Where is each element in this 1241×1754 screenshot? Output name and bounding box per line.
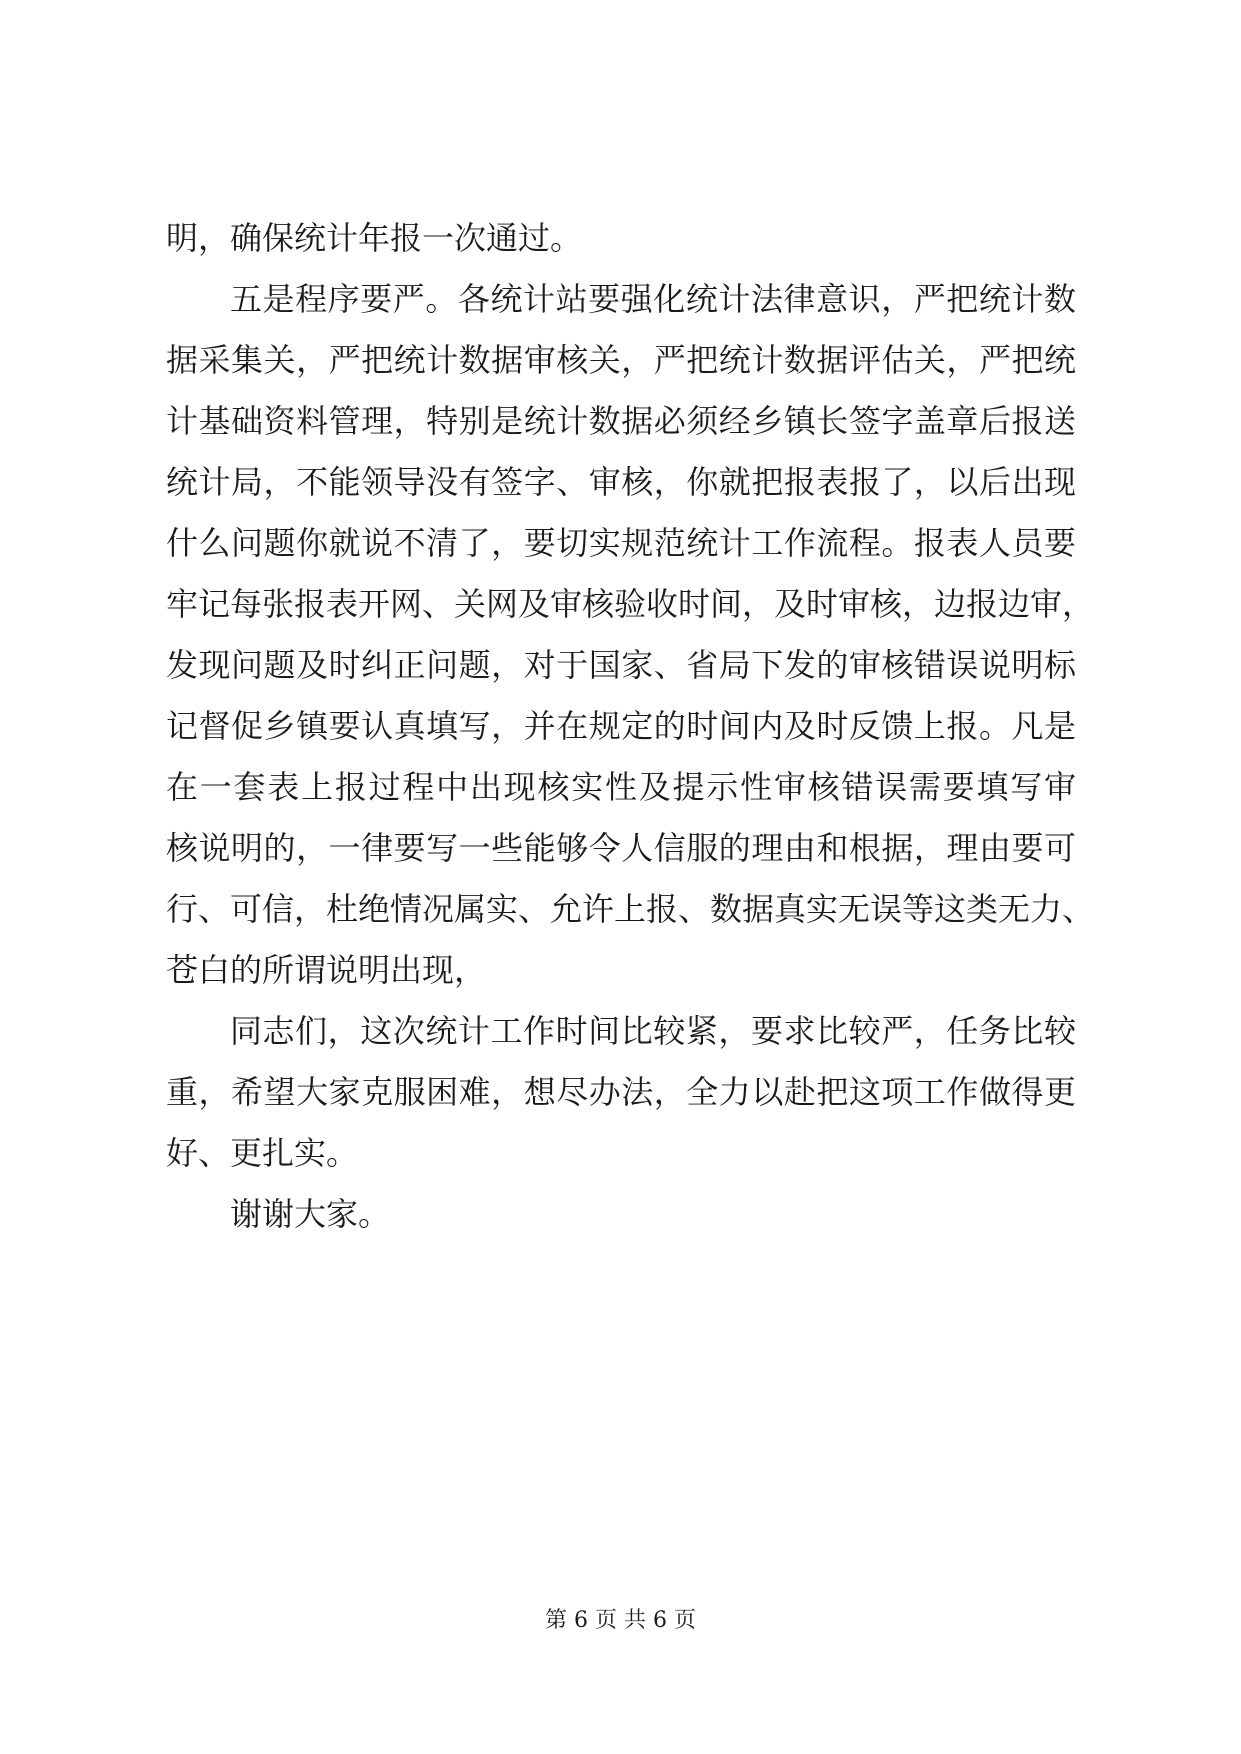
text-line: 谢谢大家。: [230, 1195, 391, 1233]
page-number-footer: 第 6 页 共 6 页: [545, 1608, 696, 1633]
text-line: 在一套表上报过程中出现核实性及提示性审核错误需要填写审: [166, 768, 1076, 806]
text-line: 统计局，不能领导没有签字、审核，你就把报表报了，以后出现: [166, 463, 1076, 501]
text-line: 明，确保统计年报一次通过。: [166, 219, 583, 257]
body-text: [166, 208, 1095, 1245]
text-line: 行、可信，杜绝情况属实、允许上报、数据真实无误等这类无力、: [166, 890, 1095, 928]
text-line: 什么问题你就说不清了，要切实规范统计工作流程。报表人员要: [166, 524, 1076, 562]
text-line: 据采集关，严把统计数据审核关，严把统计数据评估关，严把统: [166, 341, 1076, 379]
text-line: 核说明的，一律要写一些能够令人信服的理由和根据，理由要可: [166, 829, 1076, 867]
text-line: 牢记每张报表开网、关网及审核验收时间，及时审核，边报边审，: [166, 585, 1095, 623]
text-line: 好、更扎实。: [166, 1134, 359, 1172]
text-line: 发现问题及时纠正问题，对于国家、省局下发的审核错误说明标: [166, 646, 1076, 684]
text-line: 记督促乡镇要认真填写，并在规定的时间内及时反馈上报。凡是: [166, 707, 1076, 745]
text-line: 计基础资料管理，特别是统计数据必须经乡镇长签字盖章后报送: [166, 402, 1076, 440]
text-line: 苍白的所谓说明出现，: [166, 951, 487, 989]
text-line: 同志们，这次统计工作时间比较紧，要求比较严，任务比较: [230, 1012, 1076, 1050]
text-line: 五是程序要严。各统计站要强化统计法律意识，严把统计数: [230, 280, 1076, 318]
text-line: 重，希望大家克服困难，想尽办法，全力以赴把这项工作做得更: [166, 1073, 1076, 1111]
